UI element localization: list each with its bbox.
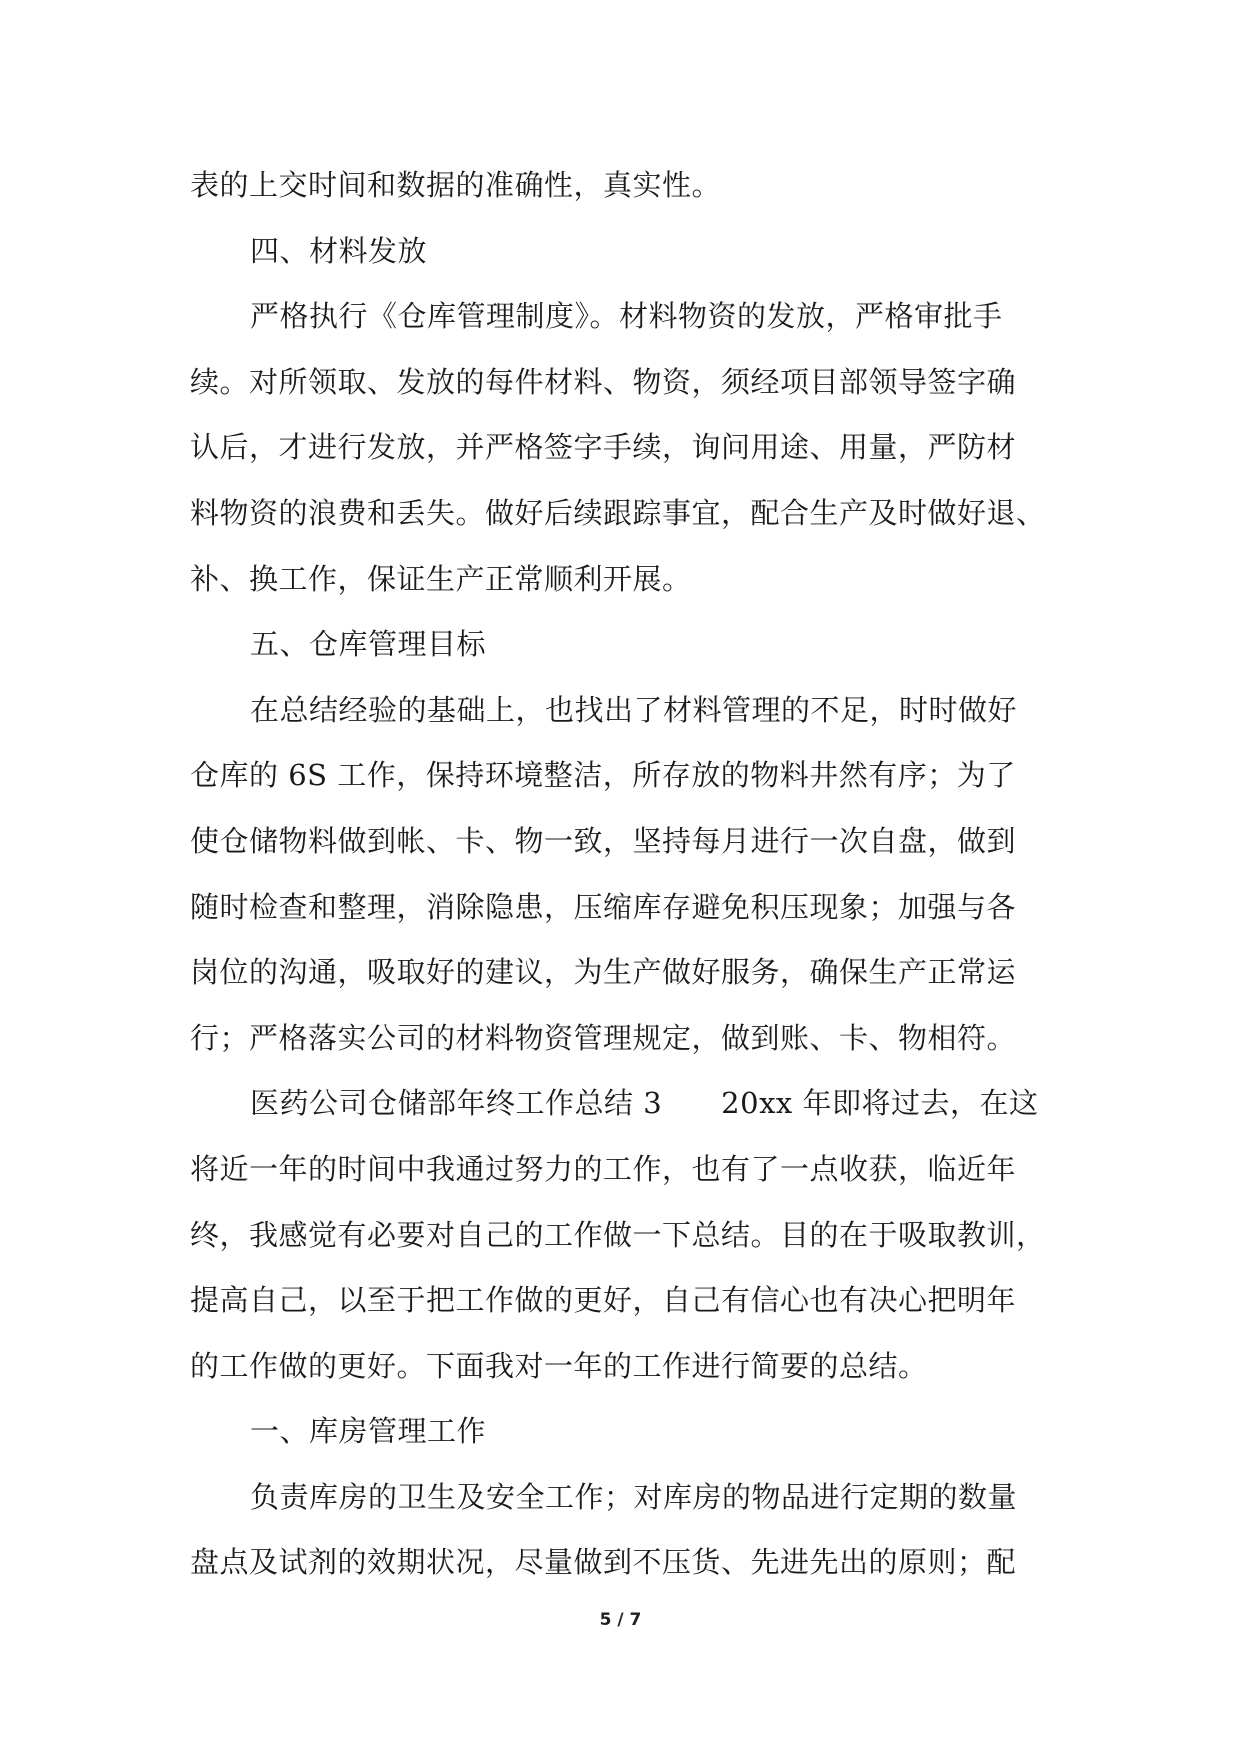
section-heading: 四、材料发放: [250, 233, 428, 268]
text-line: 续。对所领取、发放的每件材料、物资，须经项目部领导签字确: [190, 364, 1017, 399]
text-line: 在总结经验的基础上，也找出了材料管理的不足，时时做好: [250, 692, 1018, 727]
text-line: 盘点及试剂的效期状况，尽量做到不压货、先进先出的原则；配: [190, 1545, 1017, 1580]
document-body: [190, 153, 1055, 1596]
section-heading: 一、库房管理工作: [250, 1414, 487, 1449]
text-line: 终，我感觉有必要对自己的工作做一下总结。目的在于吸取教训，: [190, 1217, 1046, 1252]
section-heading: 五、仓库管理目标: [250, 627, 487, 662]
text-line: 仓库的 6S 工作，保持环境整洁，所存放的物料井然有序；为了: [190, 758, 1016, 793]
text-line: 使仓储物料做到帐、卡、物一致，坚持每月进行一次自盘，做到: [190, 823, 1017, 858]
text-line: 表的上交时间和数据的准确性，真实性。: [190, 168, 722, 202]
text-line: 认后，才进行发放，并严格签字手续，询问用途、用量，严防材: [190, 430, 1017, 465]
text-line: 的工作做的更好。下面我对一年的工作进行简要的总结。: [190, 1348, 928, 1383]
text-line: 行；严格落实公司的材料物资管理规定，做到账、卡、物相符。: [190, 1020, 1017, 1055]
text-line: 岗位的沟通，吸取好的建议，为生产做好服务，确保生产正常运: [190, 955, 1017, 990]
text-line: 料物资的浪费和丢失。做好后续跟踪事宜，配合生产及时做好退、: [190, 495, 1046, 530]
text-line: 负责库房的卫生及安全工作；对库房的物品进行定期的数量: [250, 1479, 1018, 1514]
page-number: 5 / 7: [599, 1610, 642, 1630]
text-line: 提高自己，以至于把工作做的更好，自己有信心也有决心把明年: [190, 1283, 1017, 1318]
text-line: 将近一年的时间中我通过努力的工作，也有了一点收获，临近年: [190, 1151, 1017, 1186]
text-line: 随时检查和整理，消除隐患，压缩库存避免积压现象；加强与各: [190, 889, 1017, 924]
text-line: 严格执行《仓库管理制度》。材料物资的发放，严格审批手: [250, 299, 1003, 334]
text-line: 医药公司仓储部年终工作总结 3 20xx 年即将过去，在这: [250, 1086, 1039, 1121]
text-line: 补、换工作，保证生产正常顺利开展。: [190, 561, 692, 596]
